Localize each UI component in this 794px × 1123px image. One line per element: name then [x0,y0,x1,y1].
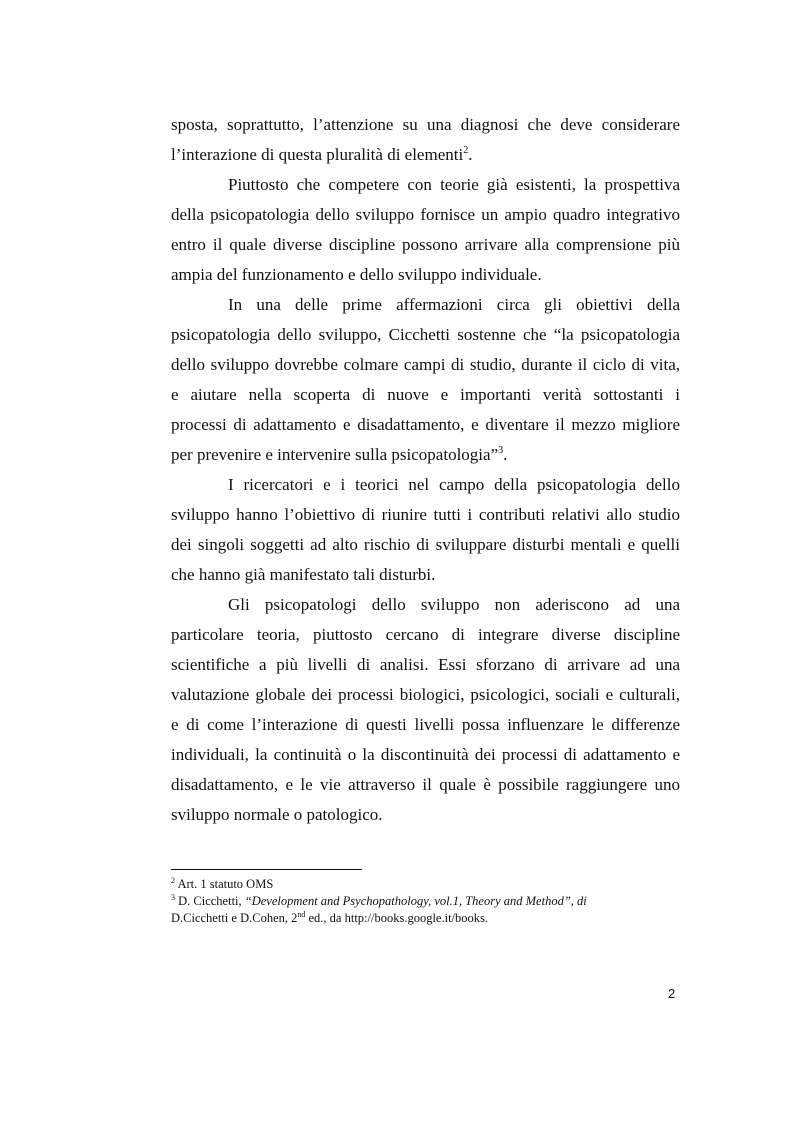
paragraph-5-line-2: particolare teoria, piuttosto cercano di integrare diverse discipline [171,625,680,644]
paragraph-2-line-2: della psicopatologia dello sviluppo fornisce un ampio quadro integrativo [171,205,680,224]
footnote-3-author: D. Cicchetti, [178,894,245,908]
page-number: 2 [668,986,676,1001]
footnote-2-number: 2 [171,876,175,885]
paragraph-5-line-1: Gli psicopatologi dello sviluppo non aderiscono ad una [228,595,680,614]
paragraph-5-line-3: scientifiche a più livelli di analisi. Essi sforzano di arrivare ad una [171,655,680,674]
paragraph-3-line-6: per prevenire e intervenire sulla psicopatologia”$^3$. [171,445,508,464]
body-text [171,110,680,830]
footnote-3-number: 3 [171,893,175,902]
footnote-3 [171,893,680,910]
paragraph-5-line-8: sviluppo normale o patologico. [171,805,383,824]
paragraph-3-line-1: In una delle prime affermazioni circa gli obiettivi della [228,295,680,314]
footnote-ref-3: 3 [498,445,504,456]
paragraph-5-line-6: individuali, la continuità o la discontinuità dei processi di adattamento e [171,745,680,764]
footnote-3-continuation: D.Cicchetti e D.Cohen, 2nd ed., da http://books.google.it/books. [171,910,489,925]
footnote-2 [171,876,680,893]
paragraph-3-line-4: e aiutare nella scoperta di nuove e importanti verità sottostanti i [171,385,680,404]
paragraph-4-line-3: dei singoli soggetti ad alto rischio di sviluppare disturbi mentali e quelli [171,535,680,554]
edition-ordinal: nd [297,910,306,919]
footnote-separator [171,869,362,870]
paragraph-4-line-2: sviluppo hanno l’obiettivo di riunire tutti i contributi relativi allo studio [171,505,680,524]
paragraph-1-line-1: sposta, soprattutto, l’attenzione su una diagnosi che deve considerare [171,115,680,134]
paragraph-3-line-2: psicopatologia dello sviluppo, Cicchetti sostenne che “la psicopatologia [171,325,680,344]
paragraph-2-line-1: Piuttosto che competere con teorie già esistenti, la prospettiva [228,175,680,194]
paragraph-3-line-5: processi di adattamento e disadattamento, e diventare il mezzo migliore [171,415,680,434]
paragraph-4-line-4: che hanno già manifestato tali disturbi. [171,565,436,584]
footnote-2-text: Art. 1 statuto OMS [177,877,274,891]
paragraph-5-line-5: e di come l’interazione di questi livelli possa influenzare le differenze [171,715,680,734]
paragraph-2-line-4: ampia del funzionamento e dello sviluppo individuale. [171,265,542,284]
paragraph-1-line-2: l’interazione di questa pluralità di elementi$^2$. [171,145,473,164]
footnote-3-title: “Development and Psychopathology, vol.1, Theory and Method”, di [244,894,587,908]
footnote-ref-2: 2 [463,145,469,156]
paragraph-5-line-4: valutazione globale dei processi biologici, psicologici, sociali e culturali, [171,685,680,704]
paragraph-4-line-1: I ricercatori e i teorici nel campo della psicopatologia dello [228,475,680,494]
paragraph-5-line-7: disadattamento, e le vie attraverso il quale è possibile raggiungere uno [171,775,680,794]
paragraph-3-line-3: dello sviluppo dovrebbe colmare campi di studio, durante il ciclo di vita, [171,355,680,374]
paragraph-2-line-3: entro il quale diverse discipline possono arrivare alla comprensione più [171,235,680,254]
footnotes [171,876,680,927]
